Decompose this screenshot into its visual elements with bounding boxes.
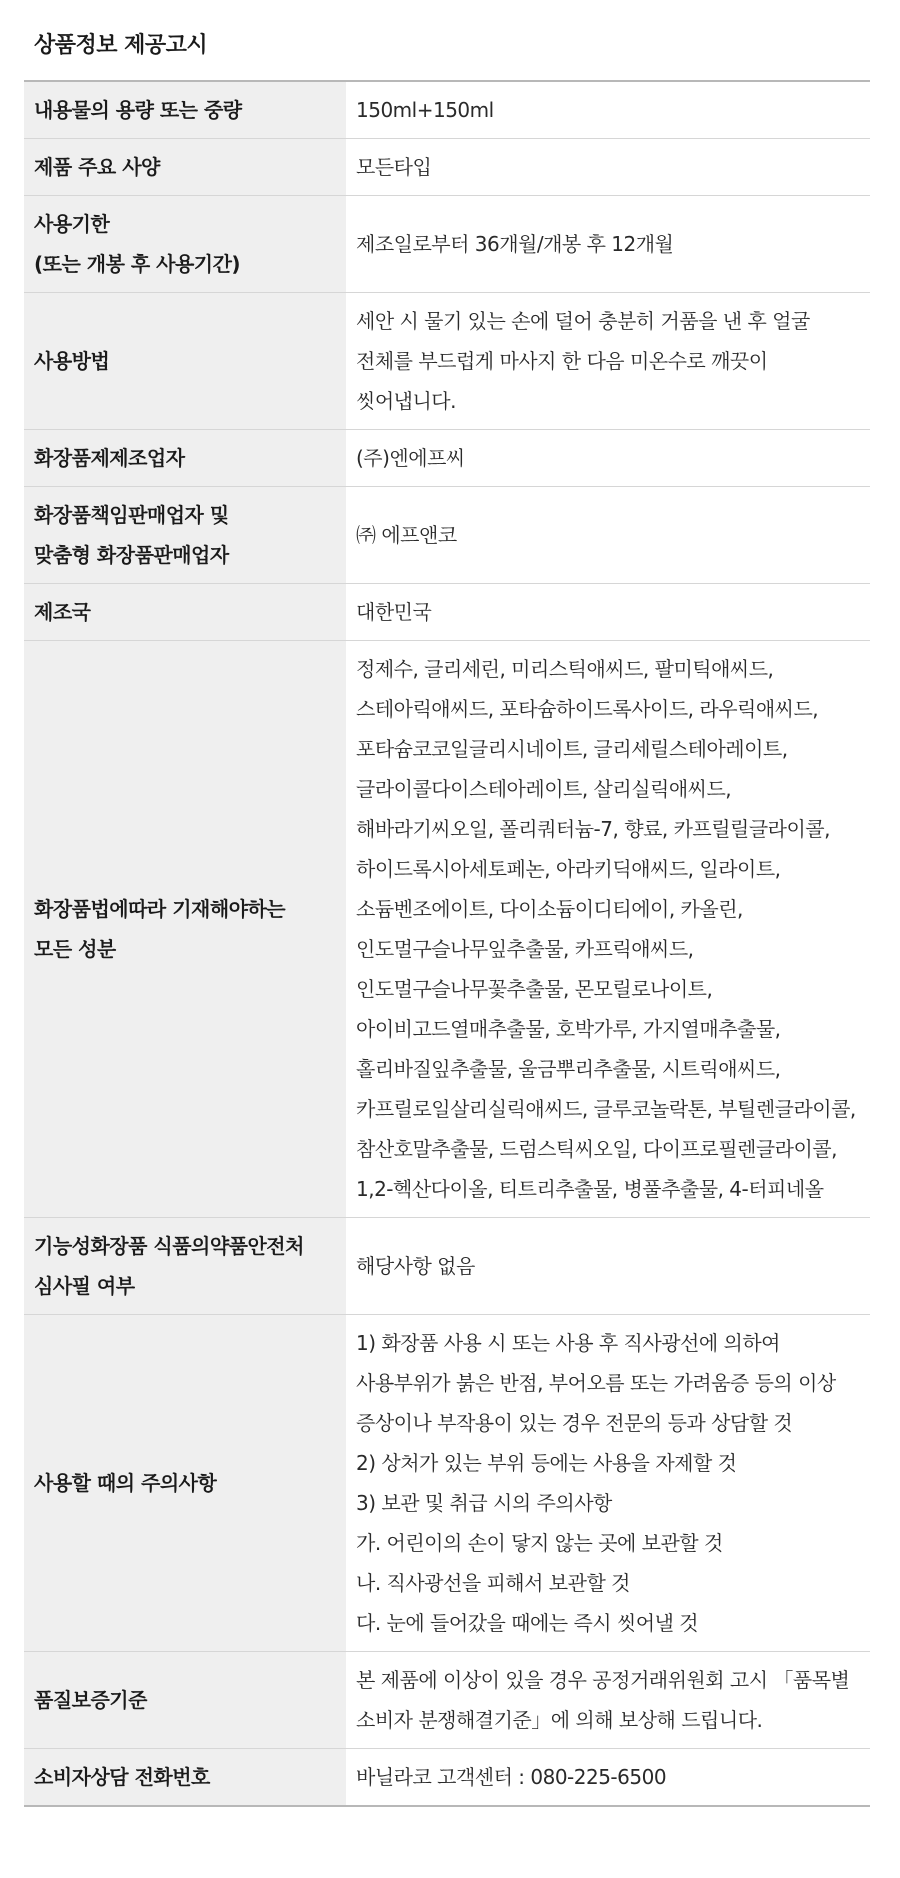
row-value-line: 1) 화장품 사용 시 또는 사용 후 직사광선에 의하여 사용부위가 붉은 반점, 부어오름 또는 가려움증 등의 이상 증상이나 부작용이 있는 경우 전문의 등과 상담할 것	[356, 1331, 836, 1435]
table-row	[24, 1218, 870, 1315]
row-label-line: 내용물의 용량 또는 중량	[34, 98, 242, 122]
row-value	[346, 1749, 870, 1807]
row-value-line: (주)엔에프씨	[356, 446, 465, 470]
row-value	[346, 487, 870, 584]
row-label-line: 화장품제제조업자	[34, 446, 185, 470]
row-value-line: 본 제품에 이상이 있을 경우 공정거래위원회 고시 「품목별 소비자 분쟁해결기준」에 의해 보상해 드립니다.	[356, 1668, 850, 1732]
row-value-line: 2) 상처가 있는 부위 등에는 사용을 자제할 것	[356, 1451, 737, 1475]
table-row	[24, 1315, 870, 1652]
row-value	[346, 81, 870, 139]
row-label	[24, 1749, 346, 1807]
table-row	[24, 430, 870, 487]
row-label-line: 사용기한	[34, 212, 110, 236]
row-label	[24, 1315, 346, 1652]
table-row	[24, 1749, 870, 1807]
row-value-line: 제조일로부터 36개월/개봉 후 12개월	[356, 232, 674, 256]
row-value-line: 해당사항 없음	[356, 1254, 475, 1278]
row-value	[346, 293, 870, 430]
row-label	[24, 81, 346, 139]
row-label	[24, 1652, 346, 1749]
row-value	[346, 430, 870, 487]
row-value	[346, 584, 870, 641]
row-value	[346, 1652, 870, 1749]
row-label-line: 사용방법	[34, 349, 110, 373]
table-row	[24, 139, 870, 196]
row-value-line: 대한민국	[356, 600, 432, 624]
product-info-table	[24, 80, 870, 1807]
row-value	[346, 1315, 870, 1652]
row-label-line: 화장품법에따라 기재해야하는	[34, 897, 286, 921]
row-label-line: 모든 성분	[34, 937, 116, 961]
table-row	[24, 641, 870, 1218]
row-value	[346, 196, 870, 293]
row-value-line: 바닐라코 고객센터 : 080-225-6500	[356, 1765, 667, 1789]
row-value-line: 나. 직사광선을 피해서 보관할 것	[356, 1571, 630, 1595]
row-label-line: (또는 개봉 후 사용기간)	[34, 252, 241, 276]
row-label	[24, 430, 346, 487]
table-row	[24, 487, 870, 584]
row-value-line: 가. 어린이의 손이 닿지 않는 곳에 보관할 것	[356, 1531, 723, 1555]
row-label-line: 제조국	[34, 600, 91, 624]
row-value	[346, 641, 870, 1218]
row-value	[346, 1218, 870, 1315]
row-value-line: 모든타입	[356, 155, 432, 179]
row-label	[24, 293, 346, 430]
row-value-line: 다. 눈에 들어갔을 때에는 즉시 씻어낼 것	[356, 1611, 699, 1635]
table-row	[24, 1652, 870, 1749]
row-label-line: 심사필 여부	[34, 1274, 135, 1298]
row-value	[346, 139, 870, 196]
row-label-line: 품질보증기준	[34, 1688, 147, 1712]
page-title: 상품정보 제공고시	[34, 33, 208, 58]
row-label-line: 사용할 때의 주의사항	[34, 1471, 217, 1495]
row-label-line: 소비자상담 전화번호	[34, 1765, 210, 1789]
row-value-line: ㈜ 에프앤코	[356, 523, 457, 547]
row-value-line: 150ml+150ml	[356, 98, 494, 122]
table-row	[24, 293, 870, 430]
row-label	[24, 487, 346, 584]
row-value-line: 3) 보관 및 취급 시의 주의사항	[356, 1491, 612, 1515]
row-label-line: 기능성화장품 식품의약품안전처	[34, 1234, 304, 1258]
row-label	[24, 584, 346, 641]
row-label	[24, 139, 346, 196]
table-row	[24, 81, 870, 139]
row-label	[24, 196, 346, 293]
row-label	[24, 641, 346, 1218]
row-label-line: 맞춤형 화장품판매업자	[34, 543, 229, 567]
row-label	[24, 1218, 346, 1315]
row-value-line: 세안 시 물기 있는 손에 덜어 충분히 거품을 낸 후 얼굴 전체를 부드럽게 마사지 한 다음 미온수로 깨끗이 씻어냅니다.	[356, 309, 810, 413]
table-row	[24, 584, 870, 641]
row-label-line: 제품 주요 사양	[34, 155, 160, 179]
row-label-line: 화장품책임판매업자 및	[34, 503, 229, 527]
table-row	[24, 196, 870, 293]
row-value-line: 정제수, 글리세린, 미리스틱애씨드, 팔미틱애씨드, 스테아릭애씨드, 포타슘하이드록사이드, 라우릭애씨드, 포타슘코코일글리시네이트, 글리세릴스테아레이트, 글라이콜다이스테아레이트, 살리실릭애씨드, 해바라기씨오일, 폴리쿼터늄-7, 향료, 카프릴릴글라이콜, 하이드록시아세토페논, 아라키딕애씨드, 일라이트, 소듐벤조에이트, 다이소듐이디티에이, 카올린, 인도멀구슬나무잎추출물, 카프릭애씨드, 인도멀구슬나무꽃추출물, 몬모릴로나이트, 아이비고드열매추출물, 호박가루, 가지열매추출물, 홀리바질잎추출물, 울금뿌리추출물, 시트릭애씨드, 카프릴로일살리실릭애씨드, 글루코놀락톤, 부틸렌글라이콜, 참산호말추출물, 드럼스틱씨오일, 다이프로필렌글라이콜, 1,2-헥산다이올, 티트리추출물, 병풀추출물, 4-터피네올	[356, 657, 856, 1201]
